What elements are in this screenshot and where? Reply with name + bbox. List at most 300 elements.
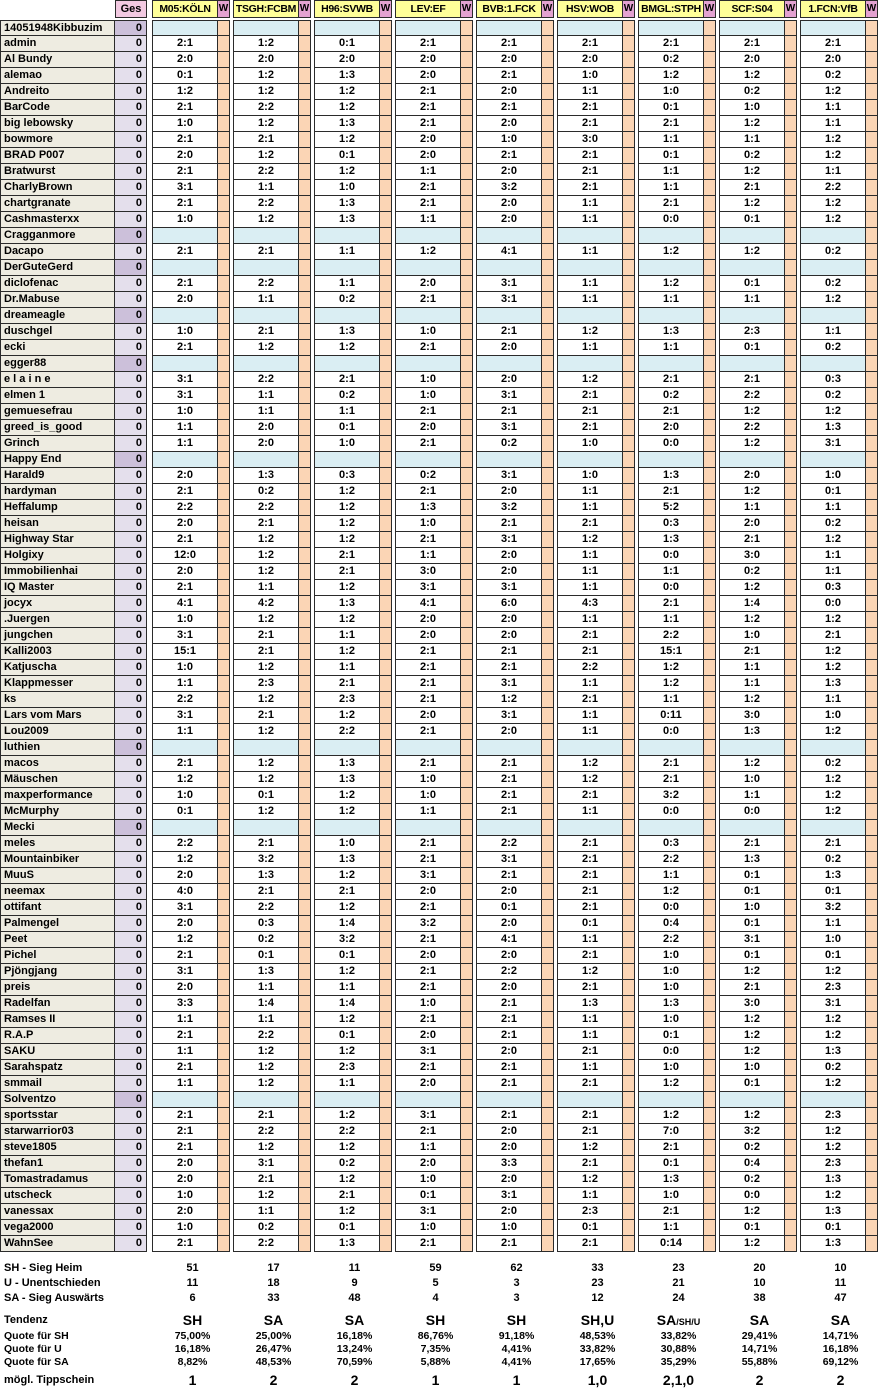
tip-cell[interactable]: 0:1	[638, 148, 704, 164]
tip-cell[interactable]: 2:0	[152, 148, 218, 164]
ges-cell[interactable]: 0	[115, 1156, 147, 1172]
tip-cell[interactable]: 1:1	[719, 788, 785, 804]
w-cell[interactable]	[866, 36, 878, 52]
tip-cell[interactable]: 2:2	[233, 100, 299, 116]
tip-cell[interactable]: 0:2	[314, 292, 380, 308]
w-cell[interactable]	[299, 580, 311, 596]
tip-cell[interactable]: 2:3	[800, 980, 866, 996]
w-cell[interactable]	[542, 244, 554, 260]
tip-cell[interactable]: 2:1	[557, 628, 623, 644]
w-cell[interactable]	[380, 340, 392, 356]
tip-cell[interactable]: 1:1	[557, 676, 623, 692]
w-cell[interactable]	[542, 1204, 554, 1220]
tip-cell[interactable]: 2:2	[233, 500, 299, 516]
tip-cell[interactable]: 1:2	[557, 772, 623, 788]
tip-cell[interactable]: 2:3	[800, 1156, 866, 1172]
tip-cell[interactable]	[314, 228, 380, 244]
tip-cell[interactable]: 2:1	[152, 164, 218, 180]
tip-cell[interactable]: 1:0	[638, 980, 704, 996]
w-cell[interactable]	[866, 1012, 878, 1028]
tip-cell[interactable]: 2:0	[395, 68, 461, 84]
w-cell[interactable]	[623, 452, 635, 468]
w-cell[interactable]	[623, 1140, 635, 1156]
tip-cell[interactable]: 1:2	[314, 1012, 380, 1028]
w-cell[interactable]	[380, 20, 392, 36]
w-cell[interactable]	[704, 1012, 716, 1028]
w-cell[interactable]	[704, 244, 716, 260]
w-cell[interactable]	[218, 148, 230, 164]
w-cell[interactable]	[461, 772, 473, 788]
tip-cell[interactable]: 1:2	[314, 868, 380, 884]
w-cell[interactable]	[704, 468, 716, 484]
ges-cell[interactable]: 0	[115, 84, 147, 100]
w-cell[interactable]	[218, 68, 230, 84]
tip-cell[interactable]: 1:2	[233, 84, 299, 100]
w-cell[interactable]	[866, 500, 878, 516]
tip-cell[interactable]: 2:0	[476, 1140, 542, 1156]
w-cell[interactable]	[866, 964, 878, 980]
tip-cell[interactable]: 2:1	[476, 756, 542, 772]
w-header[interactable]: W	[380, 0, 392, 18]
username-cell[interactable]: Pjöngjang	[0, 964, 115, 980]
tip-cell[interactable]: 1:3	[557, 996, 623, 1012]
tip-cell[interactable]: 1:2	[638, 660, 704, 676]
tip-cell[interactable]: 0:1	[233, 788, 299, 804]
w-cell[interactable]	[542, 84, 554, 100]
w-cell[interactable]	[461, 164, 473, 180]
tip-cell[interactable]: 1:2	[800, 644, 866, 660]
w-cell[interactable]	[704, 868, 716, 884]
tip-cell[interactable]	[557, 1092, 623, 1108]
ges-cell[interactable]: 0	[115, 324, 147, 340]
w-cell[interactable]	[461, 548, 473, 564]
w-cell[interactable]	[866, 324, 878, 340]
tip-cell[interactable]: 1:1	[638, 868, 704, 884]
w-cell[interactable]	[299, 52, 311, 68]
username-cell[interactable]: diclofenac	[0, 276, 115, 292]
tip-cell[interactable]: 1:0	[800, 932, 866, 948]
tip-cell[interactable]: 2:1	[395, 84, 461, 100]
tip-cell[interactable]: 3:1	[476, 532, 542, 548]
w-cell[interactable]	[785, 756, 797, 772]
tip-cell[interactable]: 1:1	[314, 660, 380, 676]
w-cell[interactable]	[299, 356, 311, 372]
w-cell[interactable]	[542, 100, 554, 116]
tip-cell[interactable]: 1:2	[314, 132, 380, 148]
w-cell[interactable]	[299, 788, 311, 804]
w-cell[interactable]	[461, 580, 473, 596]
w-cell[interactable]	[866, 532, 878, 548]
w-cell[interactable]	[380, 868, 392, 884]
tip-cell[interactable]	[314, 820, 380, 836]
tip-cell[interactable]: 1:2	[314, 500, 380, 516]
tip-cell[interactable]: 3:1	[233, 1156, 299, 1172]
w-cell[interactable]	[461, 388, 473, 404]
w-cell[interactable]	[866, 1188, 878, 1204]
tip-cell[interactable]: 2:2	[233, 372, 299, 388]
tip-cell[interactable]: 2:1	[152, 1140, 218, 1156]
tip-cell[interactable]: 1:1	[638, 340, 704, 356]
tip-cell[interactable]: 1:1	[638, 132, 704, 148]
w-cell[interactable]	[704, 948, 716, 964]
tip-cell[interactable]: 1:1	[395, 164, 461, 180]
w-cell[interactable]	[623, 468, 635, 484]
tip-cell[interactable]: 0:2	[233, 932, 299, 948]
ges-cell[interactable]: 0	[115, 340, 147, 356]
tip-cell[interactable]: 1:1	[152, 1076, 218, 1092]
w-cell[interactable]	[380, 788, 392, 804]
tip-cell[interactable]: 1:2	[719, 1012, 785, 1028]
tip-cell[interactable]: 1:2	[800, 84, 866, 100]
w-cell[interactable]	[704, 1060, 716, 1076]
w-cell[interactable]	[866, 244, 878, 260]
w-cell[interactable]	[218, 692, 230, 708]
tip-cell[interactable]: 0:1	[314, 1220, 380, 1236]
w-cell[interactable]	[866, 372, 878, 388]
tip-cell[interactable]: 1:0	[152, 612, 218, 628]
username-cell[interactable]: Radelfan	[0, 996, 115, 1012]
w-cell[interactable]	[380, 388, 392, 404]
tip-cell[interactable]: 1:2	[800, 404, 866, 420]
w-cell[interactable]	[461, 292, 473, 308]
w-cell[interactable]	[299, 1140, 311, 1156]
w-cell[interactable]	[866, 260, 878, 276]
tip-cell[interactable]: 1:2	[233, 548, 299, 564]
w-cell[interactable]	[623, 548, 635, 564]
tip-cell[interactable]	[314, 260, 380, 276]
tip-cell[interactable]: 1:4	[233, 996, 299, 1012]
w-cell[interactable]	[461, 420, 473, 436]
w-cell[interactable]	[866, 196, 878, 212]
w-cell[interactable]	[866, 580, 878, 596]
w-cell[interactable]	[866, 1140, 878, 1156]
tip-cell[interactable]: 1:2	[314, 340, 380, 356]
tip-cell[interactable]: 3:1	[719, 932, 785, 948]
w-cell[interactable]	[542, 980, 554, 996]
tip-cell[interactable]: 1:2	[719, 244, 785, 260]
w-cell[interactable]	[704, 452, 716, 468]
ges-cell[interactable]: 0	[115, 68, 147, 84]
w-cell[interactable]	[866, 804, 878, 820]
tip-cell[interactable]	[395, 452, 461, 468]
w-cell[interactable]	[380, 692, 392, 708]
w-cell[interactable]	[623, 772, 635, 788]
w-cell[interactable]	[380, 500, 392, 516]
tip-cell[interactable]: 2:0	[476, 628, 542, 644]
w-cell[interactable]	[380, 628, 392, 644]
tip-cell[interactable]: 1:1	[557, 804, 623, 820]
w-cell[interactable]	[299, 36, 311, 52]
w-cell[interactable]	[542, 1236, 554, 1252]
w-cell[interactable]	[218, 340, 230, 356]
tip-cell[interactable]: 2:0	[152, 868, 218, 884]
w-cell[interactable]	[542, 308, 554, 324]
w-cell[interactable]	[461, 564, 473, 580]
tip-cell[interactable]: 1:1	[557, 244, 623, 260]
w-cell[interactable]	[380, 180, 392, 196]
username-cell[interactable]: Palmengel	[0, 916, 115, 932]
tip-cell[interactable]: 2:0	[476, 212, 542, 228]
tip-cell[interactable]	[638, 820, 704, 836]
w-cell[interactable]	[218, 372, 230, 388]
w-cell[interactable]	[623, 196, 635, 212]
w-cell[interactable]	[542, 644, 554, 660]
tip-cell[interactable]: 1:2	[800, 1140, 866, 1156]
tip-cell[interactable]: 3:0	[719, 708, 785, 724]
username-cell[interactable]: ks	[0, 692, 115, 708]
tip-cell[interactable]	[314, 356, 380, 372]
tip-cell[interactable]: 1:0	[314, 180, 380, 196]
tip-cell[interactable]: 2:1	[719, 980, 785, 996]
tip-cell[interactable]: 2:1	[638, 372, 704, 388]
tip-cell[interactable]: 0:2	[719, 1140, 785, 1156]
tip-cell[interactable]	[395, 308, 461, 324]
w-cell[interactable]	[623, 340, 635, 356]
w-cell[interactable]	[218, 980, 230, 996]
tip-cell[interactable]: 2:0	[395, 948, 461, 964]
w-cell[interactable]	[623, 724, 635, 740]
w-cell[interactable]	[704, 804, 716, 820]
tip-cell[interactable]	[476, 740, 542, 756]
tip-cell[interactable]: 1:3	[395, 500, 461, 516]
tip-cell[interactable]: 2:0	[476, 884, 542, 900]
w-cell[interactable]	[542, 660, 554, 676]
w-cell[interactable]	[218, 660, 230, 676]
tip-cell[interactable]: 1:1	[557, 580, 623, 596]
w-cell[interactable]	[542, 740, 554, 756]
w-cell[interactable]	[380, 324, 392, 340]
tip-cell[interactable]: 2:1	[476, 68, 542, 84]
w-cell[interactable]	[380, 852, 392, 868]
w-cell[interactable]	[623, 1236, 635, 1252]
ges-cell[interactable]: 0	[115, 1204, 147, 1220]
w-cell[interactable]	[542, 484, 554, 500]
w-cell[interactable]	[461, 308, 473, 324]
tip-cell[interactable]: 2:1	[152, 1124, 218, 1140]
w-cell[interactable]	[704, 884, 716, 900]
tip-cell[interactable]: 1:3	[314, 852, 380, 868]
tip-cell[interactable]: 2:0	[476, 916, 542, 932]
ges-cell[interactable]: 0	[115, 276, 147, 292]
w-cell[interactable]	[785, 596, 797, 612]
tip-cell[interactable]: 1:2	[800, 660, 866, 676]
tip-cell[interactable]: 1:1	[314, 404, 380, 420]
tip-cell[interactable]	[476, 356, 542, 372]
ges-cell[interactable]: 0	[115, 596, 147, 612]
tip-cell[interactable]: 2:1	[638, 116, 704, 132]
w-cell[interactable]	[623, 1204, 635, 1220]
tip-cell[interactable]	[395, 260, 461, 276]
w-cell[interactable]	[218, 244, 230, 260]
tip-cell[interactable]: 2:1	[557, 404, 623, 420]
tip-cell[interactable]: 2:0	[233, 420, 299, 436]
tip-cell[interactable]	[233, 228, 299, 244]
tip-cell[interactable]: 1:2	[314, 1172, 380, 1188]
tip-cell[interactable]: 2:1	[557, 980, 623, 996]
w-cell[interactable]	[623, 884, 635, 900]
tip-cell[interactable]: 0:2	[395, 468, 461, 484]
w-cell[interactable]	[785, 516, 797, 532]
match-header[interactable]: LEV:EF	[395, 0, 461, 18]
w-cell[interactable]	[380, 1236, 392, 1252]
tip-cell[interactable]: 1:1	[557, 612, 623, 628]
w-cell[interactable]	[218, 724, 230, 740]
w-cell[interactable]	[218, 1028, 230, 1044]
tip-cell[interactable]: 2:1	[476, 516, 542, 532]
tip-cell[interactable]: 2:1	[638, 36, 704, 52]
w-cell[interactable]	[785, 244, 797, 260]
tip-cell[interactable]: 1:3	[314, 596, 380, 612]
w-cell[interactable]	[866, 740, 878, 756]
tip-cell[interactable]: 0:2	[719, 84, 785, 100]
w-cell[interactable]	[623, 276, 635, 292]
w-cell[interactable]	[866, 852, 878, 868]
tip-cell[interactable]: 1:3	[800, 676, 866, 692]
w-cell[interactable]	[785, 628, 797, 644]
ges-cell[interactable]: 0	[115, 948, 147, 964]
tip-cell[interactable]: 3:1	[152, 372, 218, 388]
ges-cell[interactable]: 0	[115, 452, 147, 468]
tip-cell[interactable]: 2:1	[233, 324, 299, 340]
w-cell[interactable]	[461, 884, 473, 900]
tip-cell[interactable]: 1:1	[800, 548, 866, 564]
w-cell[interactable]	[785, 452, 797, 468]
w-cell[interactable]	[380, 84, 392, 100]
w-cell[interactable]	[299, 532, 311, 548]
tip-cell[interactable]: 2:1	[557, 1076, 623, 1092]
ges-cell[interactable]: 0	[115, 964, 147, 980]
tip-cell[interactable]: 2:3	[719, 324, 785, 340]
username-cell[interactable]: Cragganmore	[0, 228, 115, 244]
tip-cell[interactable]	[719, 356, 785, 372]
w-cell[interactable]	[866, 164, 878, 180]
w-cell[interactable]	[299, 1156, 311, 1172]
w-cell[interactable]	[623, 756, 635, 772]
tip-cell[interactable]: 1:2	[557, 756, 623, 772]
ges-cell[interactable]: 0	[115, 1172, 147, 1188]
w-cell[interactable]	[785, 372, 797, 388]
tip-cell[interactable]: 1:2	[152, 772, 218, 788]
ges-cell[interactable]: 0	[115, 196, 147, 212]
w-cell[interactable]	[299, 1044, 311, 1060]
tip-cell[interactable]: 1:0	[152, 404, 218, 420]
tip-cell[interactable]: 1:2	[800, 612, 866, 628]
tip-cell[interactable]: 0:0	[638, 548, 704, 564]
w-cell[interactable]	[461, 1204, 473, 1220]
w-cell[interactable]	[866, 612, 878, 628]
w-cell[interactable]	[785, 132, 797, 148]
username-cell[interactable]: Bratwurst	[0, 164, 115, 180]
w-cell[interactable]	[623, 148, 635, 164]
tip-cell[interactable]: 2:0	[395, 1156, 461, 1172]
w-cell[interactable]	[623, 900, 635, 916]
tip-cell[interactable]: 1:2	[719, 196, 785, 212]
tip-cell[interactable]: 1:1	[233, 404, 299, 420]
tip-cell[interactable]: 1:0	[476, 1220, 542, 1236]
w-cell[interactable]	[380, 372, 392, 388]
w-cell[interactable]	[542, 292, 554, 308]
tip-cell[interactable]	[557, 452, 623, 468]
w-cell[interactable]	[299, 100, 311, 116]
w-cell[interactable]	[623, 932, 635, 948]
w-cell[interactable]	[704, 36, 716, 52]
w-cell[interactable]	[785, 1188, 797, 1204]
tip-cell[interactable]: 1:1	[638, 180, 704, 196]
w-cell[interactable]	[866, 1044, 878, 1060]
w-cell[interactable]	[299, 1060, 311, 1076]
tip-cell[interactable]	[395, 740, 461, 756]
w-cell[interactable]	[218, 1060, 230, 1076]
w-cell[interactable]	[785, 1092, 797, 1108]
w-cell[interactable]	[461, 692, 473, 708]
tip-cell[interactable]: 1:1	[800, 100, 866, 116]
username-cell[interactable]: big lebowsky	[0, 116, 115, 132]
w-cell[interactable]	[461, 948, 473, 964]
w-cell[interactable]	[866, 932, 878, 948]
w-cell[interactable]	[866, 84, 878, 100]
w-cell[interactable]	[542, 1028, 554, 1044]
tip-cell[interactable]: 0:1	[719, 884, 785, 900]
w-cell[interactable]	[623, 980, 635, 996]
w-cell[interactable]	[623, 660, 635, 676]
tip-cell[interactable]: 3:0	[395, 564, 461, 580]
tip-cell[interactable]: 1:2	[557, 964, 623, 980]
w-cell[interactable]	[380, 820, 392, 836]
w-cell[interactable]	[218, 676, 230, 692]
tip-cell[interactable]: 2:0	[476, 1172, 542, 1188]
ges-cell[interactable]: 0	[115, 1140, 147, 1156]
tip-cell[interactable]: 3:1	[152, 900, 218, 916]
tip-cell[interactable]: 2:1	[476, 1076, 542, 1092]
w-cell[interactable]	[542, 212, 554, 228]
tip-cell[interactable]: 4:1	[395, 596, 461, 612]
w-cell[interactable]	[785, 292, 797, 308]
tip-cell[interactable]: 1:2	[557, 372, 623, 388]
tip-cell[interactable]	[152, 228, 218, 244]
tip-cell[interactable]: 0:1	[233, 948, 299, 964]
tip-cell[interactable]: 1:2	[233, 1140, 299, 1156]
tip-cell[interactable]: 0:1	[395, 1188, 461, 1204]
tip-cell[interactable]: 1:2	[719, 756, 785, 772]
tip-cell[interactable]: 2:1	[395, 532, 461, 548]
w-cell[interactable]	[461, 324, 473, 340]
username-cell[interactable]: duschgel	[0, 324, 115, 340]
tip-cell[interactable]: 0:1	[719, 868, 785, 884]
tip-cell[interactable]: 2:0	[395, 884, 461, 900]
w-cell[interactable]	[866, 1204, 878, 1220]
w-cell[interactable]	[380, 1204, 392, 1220]
tip-cell[interactable]: 1:1	[719, 660, 785, 676]
tip-cell[interactable]: 2:1	[557, 100, 623, 116]
w-cell[interactable]	[461, 1140, 473, 1156]
w-cell[interactable]	[704, 1044, 716, 1060]
tip-cell[interactable]: 1:3	[800, 1204, 866, 1220]
tip-cell[interactable]: 0:3	[638, 836, 704, 852]
tip-cell[interactable]: 2:1	[152, 132, 218, 148]
tip-cell[interactable]: 0:1	[152, 68, 218, 84]
tip-cell[interactable]: 1:1	[152, 1012, 218, 1028]
w-cell[interactable]	[461, 628, 473, 644]
w-cell[interactable]	[299, 244, 311, 260]
tip-cell[interactable]	[233, 740, 299, 756]
w-cell[interactable]	[623, 1172, 635, 1188]
w-cell[interactable]	[461, 404, 473, 420]
w-cell[interactable]	[623, 260, 635, 276]
tip-cell[interactable]: 1:0	[638, 948, 704, 964]
w-cell[interactable]	[623, 420, 635, 436]
tip-cell[interactable]	[233, 20, 299, 36]
w-cell[interactable]	[461, 1236, 473, 1252]
